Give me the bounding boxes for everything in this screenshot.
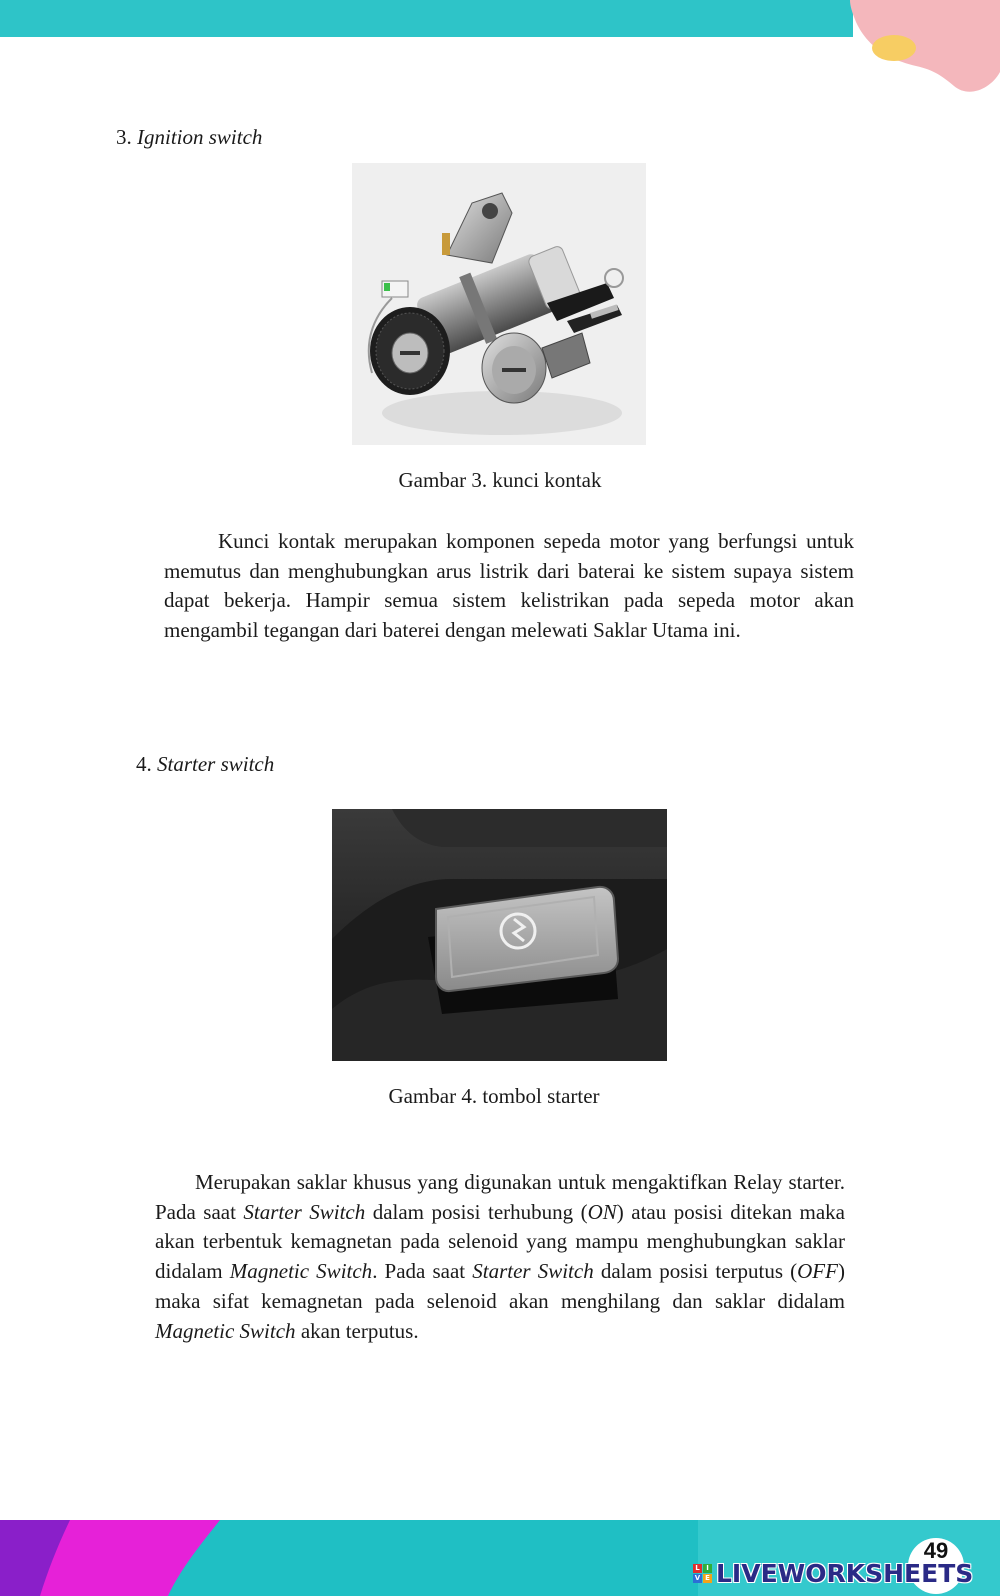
ignition-switch-figure xyxy=(352,163,646,445)
paragraph-ignition xyxy=(164,527,854,646)
paragraph-ignition-text: Kunci kontak merupakan komponen sepeda motor yang berfungsi untuk memutus dan menghubungkan arus listrik dari baterai ke sistem supaya sistem dapat bekerja. Hampir semua sistem kelistrikan pada sepeda motor akan mengambil tegangan dari baterei dengan melewati Saklar Utama ini. xyxy=(164,529,854,643)
section-number: 3. xyxy=(116,125,132,149)
logo-mark-l: L xyxy=(693,1564,702,1573)
page-number: 49 xyxy=(923,1538,949,1563)
ignition-key-cylinder-icon xyxy=(352,163,646,445)
section-title: Ignition switch xyxy=(137,125,263,149)
liveworksheets-mark-icon xyxy=(693,1564,712,1583)
figure-caption-starter: Gambar 4. tombol starter xyxy=(388,1084,600,1108)
paragraph-text-run: dalam posisi terputus ( xyxy=(593,1259,798,1284)
paragraph-text-run: ) atau posisi ditekan maka akan terbentuk kemagnetan pada selenoid yang mampu menghubungkan saklar didalam xyxy=(155,1199,845,1284)
paragraph-text-run: akan terputus. xyxy=(295,1318,419,1343)
italic-term: ON xyxy=(587,1199,617,1224)
logo-mark-i: I xyxy=(703,1564,712,1573)
paragraph-starter xyxy=(155,1168,845,1346)
section-heading-starter xyxy=(136,751,274,777)
section-number: 4. xyxy=(136,752,152,776)
italic-term: Magnetic Switch xyxy=(155,1318,296,1343)
italic-term: OFF xyxy=(797,1259,838,1284)
liveworksheets-logo[interactable] xyxy=(693,1556,973,1590)
corner-decoration xyxy=(850,0,1000,95)
italic-term: Starter Switch xyxy=(472,1259,594,1284)
starter-button-icon xyxy=(332,809,667,1061)
liveworksheets-wordmark: LIVEWORKSHEETS xyxy=(716,1558,974,1588)
paragraph-text-run: dalam posisi terhubung ( xyxy=(365,1199,588,1224)
paragraph-text-run: ) maka sifat kemagnetan pada selenoid akan menghilang dan saklar didalam xyxy=(155,1259,845,1313)
italic-term: Starter Switch xyxy=(243,1199,366,1224)
section-heading-ignition xyxy=(116,124,262,150)
paragraph-text-run: . Pada saat xyxy=(372,1259,473,1284)
figure-caption-ignition: Gambar 3. kunci kontak xyxy=(398,468,602,492)
logo-mark-e: E xyxy=(703,1574,712,1583)
corner-dot-shape xyxy=(872,35,916,61)
paragraph-text-run: Merupakan saklar khusus yang digunakan untuk mengaktifkan Relay starter. Pada saat xyxy=(155,1170,845,1224)
logo-mark-v: V xyxy=(694,1573,701,1582)
starter-switch-figure xyxy=(332,809,667,1061)
italic-term: Magnetic Switch xyxy=(229,1259,373,1284)
section-title: Starter switch xyxy=(157,752,275,776)
top-accent-bar xyxy=(0,0,853,37)
paragraph-starter-text xyxy=(155,1170,845,1343)
